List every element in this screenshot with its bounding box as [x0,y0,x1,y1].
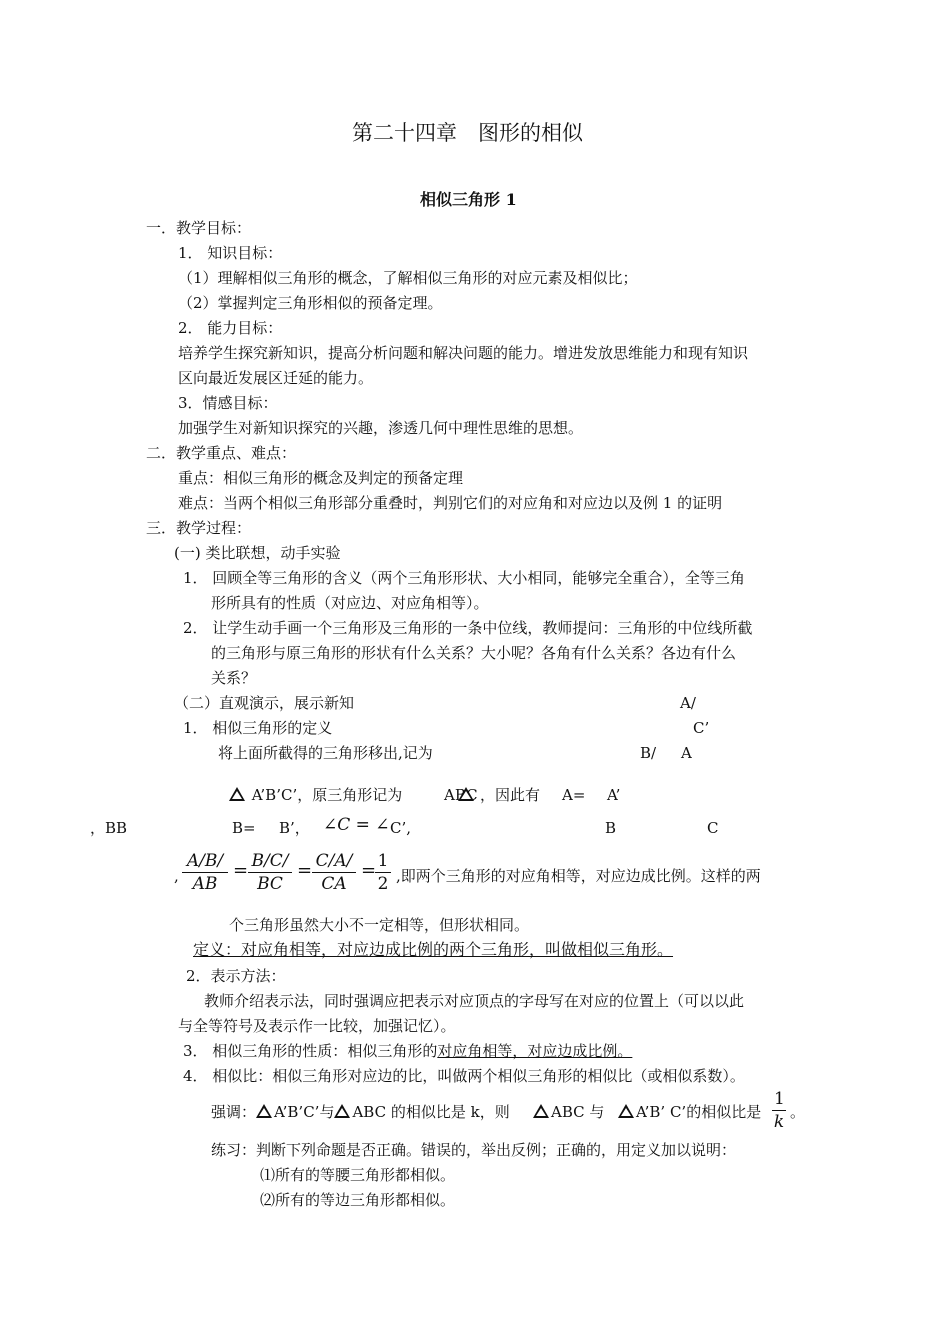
section-1-heading: 一．教学目标： [146,219,252,237]
lesson-title: 相似三角形 1 [420,190,517,209]
knowledge-goal-2: （2）掌握判定三角形相似的预备定理。 [178,294,443,312]
difficult-point: 难点：当两个相似三角形部分重叠时，判别它们的对应角和对应边以及例 1 的证明 [178,494,723,512]
figure-label-a-prime: A/ [680,694,696,712]
chapter-title: 第二十四章 图形的相似 [352,121,583,145]
therefore-text: ，因此有 [480,786,541,804]
key-point: 重点：相似三角形的概念及判定的预备定理 [178,469,464,487]
inverse-ratio-numerator: 1 [774,1089,785,1109]
triangle-prime-label: A’B’C’，原三角形记为 [251,786,403,804]
part-1-item-2-line-2: 的三角形与原三角形的形状有什么关系？大小呢？各角有什么关系？各边有什么 [211,644,737,662]
ratio-fraction-2 [248,850,292,895]
emphasis-text-4: A’B’ C’的相似比是 [636,1103,762,1121]
emphasis-end: 。 [790,1103,806,1121]
ratio-fraction-1 [182,850,228,895]
emphasis-line-2 [533,1102,604,1122]
figure-label-b: B [605,819,617,837]
equals-sign-2: = [297,860,313,881]
emotion-goal-heading: 3．情感目标： [178,394,278,412]
figure-label-c: C [707,819,719,837]
definition-heading: 1． 相似三角形的定义 [183,719,333,737]
triangle-icon [334,1104,350,1118]
ability-goal-line-2: 区向最近发展区迁延的能力。 [178,369,374,387]
inverse-ratio-fraction [772,1088,786,1133]
ratio-numerator-2: B/C/ [248,850,292,873]
ratio-denominator-1: AB [192,874,218,894]
triangle-icon [229,787,245,801]
triangle-icon [618,1104,634,1118]
angle-a-eq: A= [562,786,586,804]
property-emphasis: 对应角相等，对应边成比例。 [437,1042,633,1060]
ratio-numerator-4: 1 [375,850,391,873]
ratio-lead: , [174,867,179,885]
knowledge-goal-1: （1）理解相似三角形的概念，了解相似三角形的对应元素及相似比； [178,269,638,287]
equals-sign-3: = [361,860,377,881]
part-1-item-2-line-1: 2． 让学生动手画一个三角形及三角形的一条中位线，教师提问：三角形的中位线所截 [183,619,753,637]
emphasis-line-3 [618,1102,761,1122]
notation-line [229,785,402,805]
notation-line-1: 教师介绍表示法，同时强调应把表示对应顶点的字母写在对应的位置上（可以以此 [204,992,745,1010]
section-2-heading: 二．教学重点、难点： [146,444,297,462]
angle-a-prime: A’ [607,786,621,804]
inverse-ratio-denominator: k [773,1112,785,1132]
notation-heading: 2．表示方法： [186,967,286,985]
ratio-numerator-3: C/A/ [312,850,356,873]
ratio-denominator-3: CA [321,874,347,894]
figure-label-a: A [681,744,692,762]
emphasis-text-2: ABC 的相似比是 k，则 [352,1103,510,1121]
part-1-item-2-line-3: 关系？ [211,669,257,687]
triangle-icon [533,1104,549,1118]
ratio-denominator-2: BC [257,874,283,894]
triangle-icon [458,787,474,801]
same-shape-line: 个三角形虽然大小不一定相等，但形状相同。 [229,916,530,934]
triangle-abc-text: ABC [444,786,478,804]
exercise-instruction: 练习：判断下列命题是否正确。错误的，举出反例；正确的，用定义加以说明： [211,1141,737,1159]
part-1-item-1-line-1: 1． 回顾全等三角形的含义（两个三角形形状、大小相同，能够完全重合），全等三角 [183,569,745,587]
notation-line-2: 与全等符号及表示作一比较，加强记忆）。 [178,1017,456,1035]
ability-goal-line-1: 培养学生探究新知识，提高分析问题和解决问题的能力。增进发放思维能力和现有知识 [178,344,749,362]
figure-label-b-prime: B/ [640,744,657,762]
angle-c-prime: C’, [390,819,412,837]
emphasis-text-3: ABC 与 [551,1103,605,1121]
definition-intro: 将上面所截得的三角形移出,记为 [218,744,433,762]
overlap-triangle [458,785,476,805]
ratio-fraction-3 [312,850,356,895]
part-2-heading: （二）直观演示，展示新知 [174,694,355,712]
part-1-item-1-line-2: 形所具有的性质（对应边、对应角相等）。 [211,594,489,612]
angle-b-prime: B’， [279,819,310,837]
similarity-ratio-line: 4． 相似比：相似三角形对应边的比，叫做两个相似三角形的相似比（或相似系数）。 [183,1067,745,1085]
ratio-numerator-1: A/B/ [182,850,228,873]
angle-c-eq: ∠C = ∠ [323,815,390,835]
ratio-denominator-4: 2 [377,874,389,894]
triangle-icon [256,1104,272,1118]
part-1-heading: (一) 类比联想，动手实验 [174,544,341,562]
figure-label-c-prime: C’ [693,719,710,737]
emphasis-text-1: A’B’C’与 [274,1103,335,1121]
emphasis-label: 强调： [211,1103,257,1121]
exercise-item-2: ⑵所有的等边三角形都相似。 [260,1191,456,1209]
emphasis-line [211,1102,510,1122]
knowledge-goal-heading: 1． 知识目标： [178,244,283,262]
ratio-fraction-4 [375,850,391,895]
angle-b-lead: ，BB [90,819,128,837]
section-3-heading: 三．教学过程： [146,519,252,537]
property-line [183,1041,632,1061]
angle-b-eq: B= [232,819,256,837]
ratio-conclusion: ,即两个三角形的对应角相等，对应边成比例。这样的两 [396,867,761,885]
exercise-item-1: ⑴所有的等腰三角形都相似。 [260,1166,456,1184]
emotion-goal-line: 加强学生对新知识探究的兴趣，渗透几何中理性思维的思想。 [178,419,584,437]
ability-goal-heading: 2． 能力目标： [178,319,283,337]
property-text: 3． 相似三角形的性质：相似三角形的 [183,1042,438,1060]
similar-triangle-definition: 定义：对应角相等，对应边成比例的两个三角形，叫做相似三角形。 [193,940,674,959]
equals-sign-1: = [233,860,249,881]
